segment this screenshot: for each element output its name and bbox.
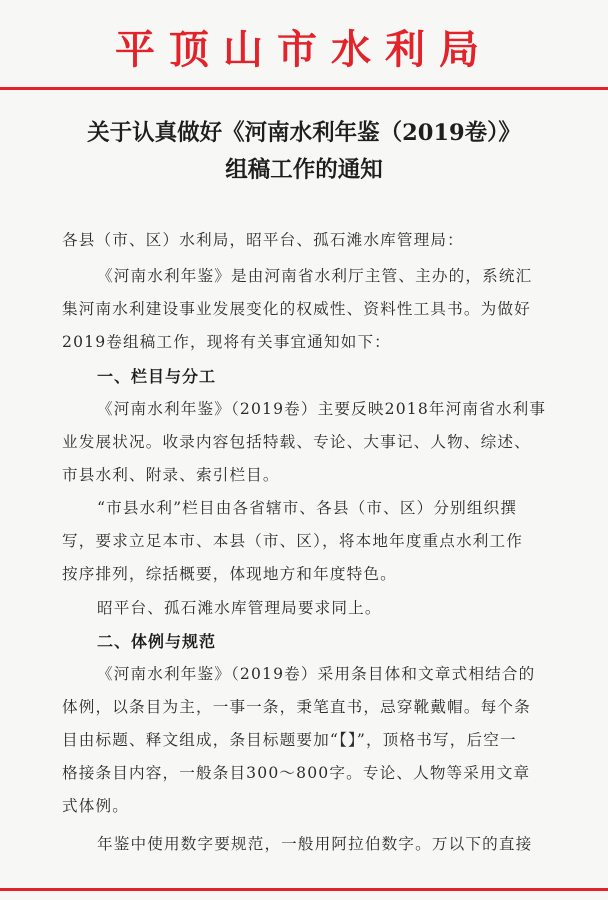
section-heading-1: 一、栏目与分工 — [97, 367, 217, 386]
notice-title-line-1: 关于认真做好《河南水利年鉴（2019卷）》 — [87, 120, 521, 146]
para2-line1: 《河南水利年鉴》（2019卷）主要反映2018年河南省水利事 — [97, 400, 547, 418]
para5-line2: 体例，以条目为主，一事一条，秉笔直书，忌穿靴戴帽。每个条 — [62, 698, 531, 716]
section-heading-2: 二、体例与规范 — [97, 632, 217, 651]
letterhead-red-rule — [0, 87, 608, 90]
para5-line1: 《河南水利年鉴》（2019卷）采用条目体和文章式相结合的 — [97, 665, 536, 683]
para3-line3: 按序排列，综括概要，体现地方和年度特色。 — [62, 565, 397, 583]
para5-line3: 目由标题、释文组成，条目标题要加“【】”，顶格书写，后空一 — [62, 731, 517, 749]
para2-line3: 市县水利、附录、索引栏目。 — [62, 466, 280, 484]
para3-line1: “市县水利”栏目由各省辖市、各县（市、区）分别组织撰 — [97, 499, 518, 517]
para4-line1: 昭平台、孤石滩水库管理局要求同上。 — [97, 599, 382, 617]
notice-title-line-2: 组稿工作的通知 — [225, 157, 383, 183]
para2-line2: 业发展状况。收录内容包括特载、专论、大事记、人物、综述、 — [62, 433, 531, 451]
para5-line4: 格接条目内容，一般条目300～800字。专论、人物等采用文章 — [62, 764, 531, 782]
addressee: 各县（市、区）水利局，昭平台、孤石滩水库管理局： — [62, 231, 464, 249]
bottom-red-rule — [0, 888, 608, 891]
para1-line2: 集河南水利建设事业发展变化的权威性、资料性工具书。为做好 — [62, 300, 531, 318]
agency-letterhead: 平顶山市水利局 — [115, 26, 493, 73]
para1-line3: 2019卷组稿工作，现将有关事宜通知如下： — [62, 333, 391, 351]
para1-line1: 《河南水利年鉴》是由河南省水利厅主管、主办的，系统汇 — [97, 267, 533, 285]
para6-line1: 年鉴中使用数字要规范，一般用阿拉伯数字。万以下的直接 — [97, 835, 533, 853]
para3-line2: 写，要求立足本市、本县（市、区），将本地年度重点水利工作 — [62, 532, 524, 550]
para5-line5: 式体例。 — [62, 797, 129, 815]
